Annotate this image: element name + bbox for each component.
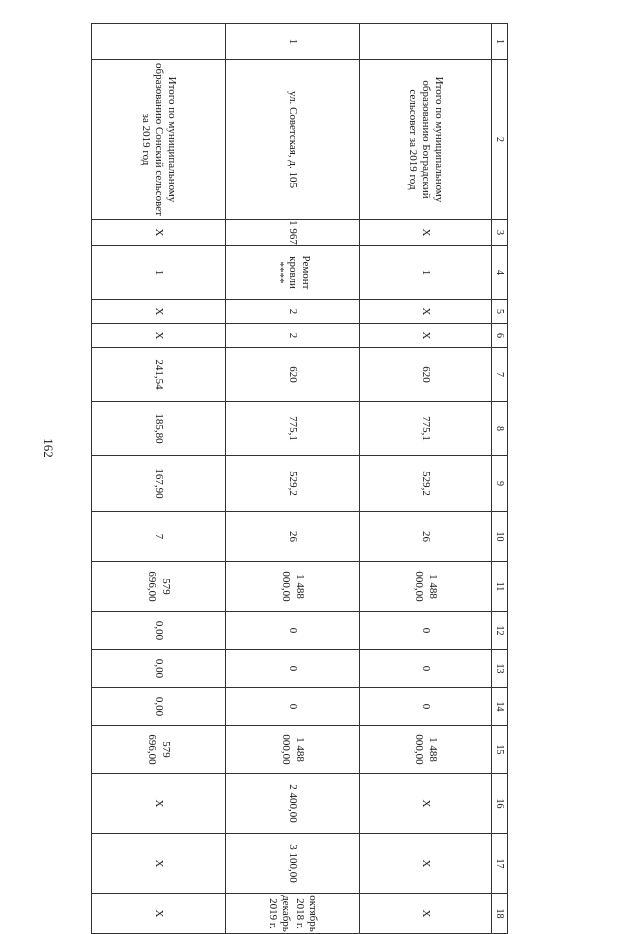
row-3-col-10: 7 [92, 512, 226, 562]
data-table [91, 23, 508, 934]
row-1-col-4: 1 [360, 246, 492, 300]
header-cell-6: 6 [492, 324, 508, 348]
header-cell-1: 1 [492, 24, 508, 60]
row-3-col-15: 579 696,00 [92, 726, 226, 774]
row-1-col-2: Итого по муниципальному образованию Боградский сельсовет за 2019 год [360, 60, 492, 220]
header-cell-14: 14 [492, 688, 508, 726]
page-number: 162 [40, 438, 56, 458]
header-cell-17: 17 [492, 834, 508, 894]
row-2-col-8: 775,1 [226, 402, 360, 456]
row-2-col-12: 0 [226, 612, 360, 650]
row-3-col-13: 0,00 [92, 650, 226, 688]
header-cell-3: 3 [492, 220, 508, 246]
row-1-col-16: X [360, 774, 492, 834]
row-1-col-17: X [360, 834, 492, 894]
header-cell-15: 15 [492, 726, 508, 774]
row-3-col-14: 0,00 [92, 688, 226, 726]
row-1-col-6: X [360, 324, 492, 348]
row-1-col-10: 26 [360, 512, 492, 562]
header-cell-8: 8 [492, 402, 508, 456]
row-2-col-13: 0 [226, 650, 360, 688]
row-2-col-7: 620 [226, 348, 360, 402]
row-3-col-2: Итого по муниципальному образованию Сонский сельсовет за 2019 год [92, 60, 226, 220]
row-2-col-3: 1 967 [226, 220, 360, 246]
header-cell-7: 7 [492, 348, 508, 402]
row-1-col-14: 0 [360, 688, 492, 726]
row-2-col-16: 2 400,00 [226, 774, 360, 834]
row-2-col-2: ул. Советская, д. 105 [226, 60, 360, 220]
row-1-col-18: X [360, 894, 492, 934]
row-3-col-16: X [92, 774, 226, 834]
row-1-col-8: 775,1 [360, 402, 492, 456]
row-2-col-17: 3 100,00 [226, 834, 360, 894]
row-2-col-18: октябрь 2018 г. декабрь 2019 г. [226, 894, 360, 934]
row-3-col-7: 241,54 [92, 348, 226, 402]
row-1-col-1 [360, 24, 492, 60]
header-cell-4: 4 [492, 246, 508, 300]
row-2-col-15: 1 488 000,00 [226, 726, 360, 774]
row-2-col-6: 2 [226, 324, 360, 348]
row-3-col-6: X [92, 324, 226, 348]
row-1-col-9: 529,2 [360, 456, 492, 512]
row-3-col-1 [92, 24, 226, 60]
row-3-col-17: X [92, 834, 226, 894]
row-2-col-5: 2 [226, 300, 360, 324]
header-cell-11: 11 [492, 562, 508, 612]
row-3-col-3: X [92, 220, 226, 246]
row-1-col-3: X [360, 220, 492, 246]
row-2-col-1: 1 [226, 24, 360, 60]
row-2-col-4: Ремонт кровли **** [226, 246, 360, 300]
rotated-table-frame [92, 23, 508, 932]
table-row [360, 24, 492, 934]
row-3-col-11: 579 696,00 [92, 562, 226, 612]
row-3-col-4: 1 [92, 246, 226, 300]
table-row [92, 24, 226, 934]
row-1-col-12: 0 [360, 612, 492, 650]
row-1-col-7: 620 [360, 348, 492, 402]
row-3-col-9: 167,90 [92, 456, 226, 512]
header-cell-16: 16 [492, 774, 508, 834]
row-3-col-12: 0,00 [92, 612, 226, 650]
header-cell-10: 10 [492, 512, 508, 562]
header-cell-2: 2 [492, 60, 508, 220]
row-3-col-8: 185,80 [92, 402, 226, 456]
row-1-col-15: 1 488 000,00 [360, 726, 492, 774]
row-2-col-10: 26 [226, 512, 360, 562]
header-cell-12: 12 [492, 612, 508, 650]
header-cell-5: 5 [492, 300, 508, 324]
row-3-col-18: X [92, 894, 226, 934]
row-2-col-11: 1 488 000,00 [226, 562, 360, 612]
row-2-col-9: 529,2 [226, 456, 360, 512]
header-cell-13: 13 [492, 650, 508, 688]
header-row [492, 24, 508, 934]
row-1-col-5: X [360, 300, 492, 324]
header-cell-18: 18 [492, 894, 508, 934]
table-row [226, 24, 360, 934]
row-1-col-11: 1 488 000,00 [360, 562, 492, 612]
header-cell-9: 9 [492, 456, 508, 512]
row-2-col-14: 0 [226, 688, 360, 726]
row-1-col-13: 0 [360, 650, 492, 688]
row-3-col-5: X [92, 300, 226, 324]
